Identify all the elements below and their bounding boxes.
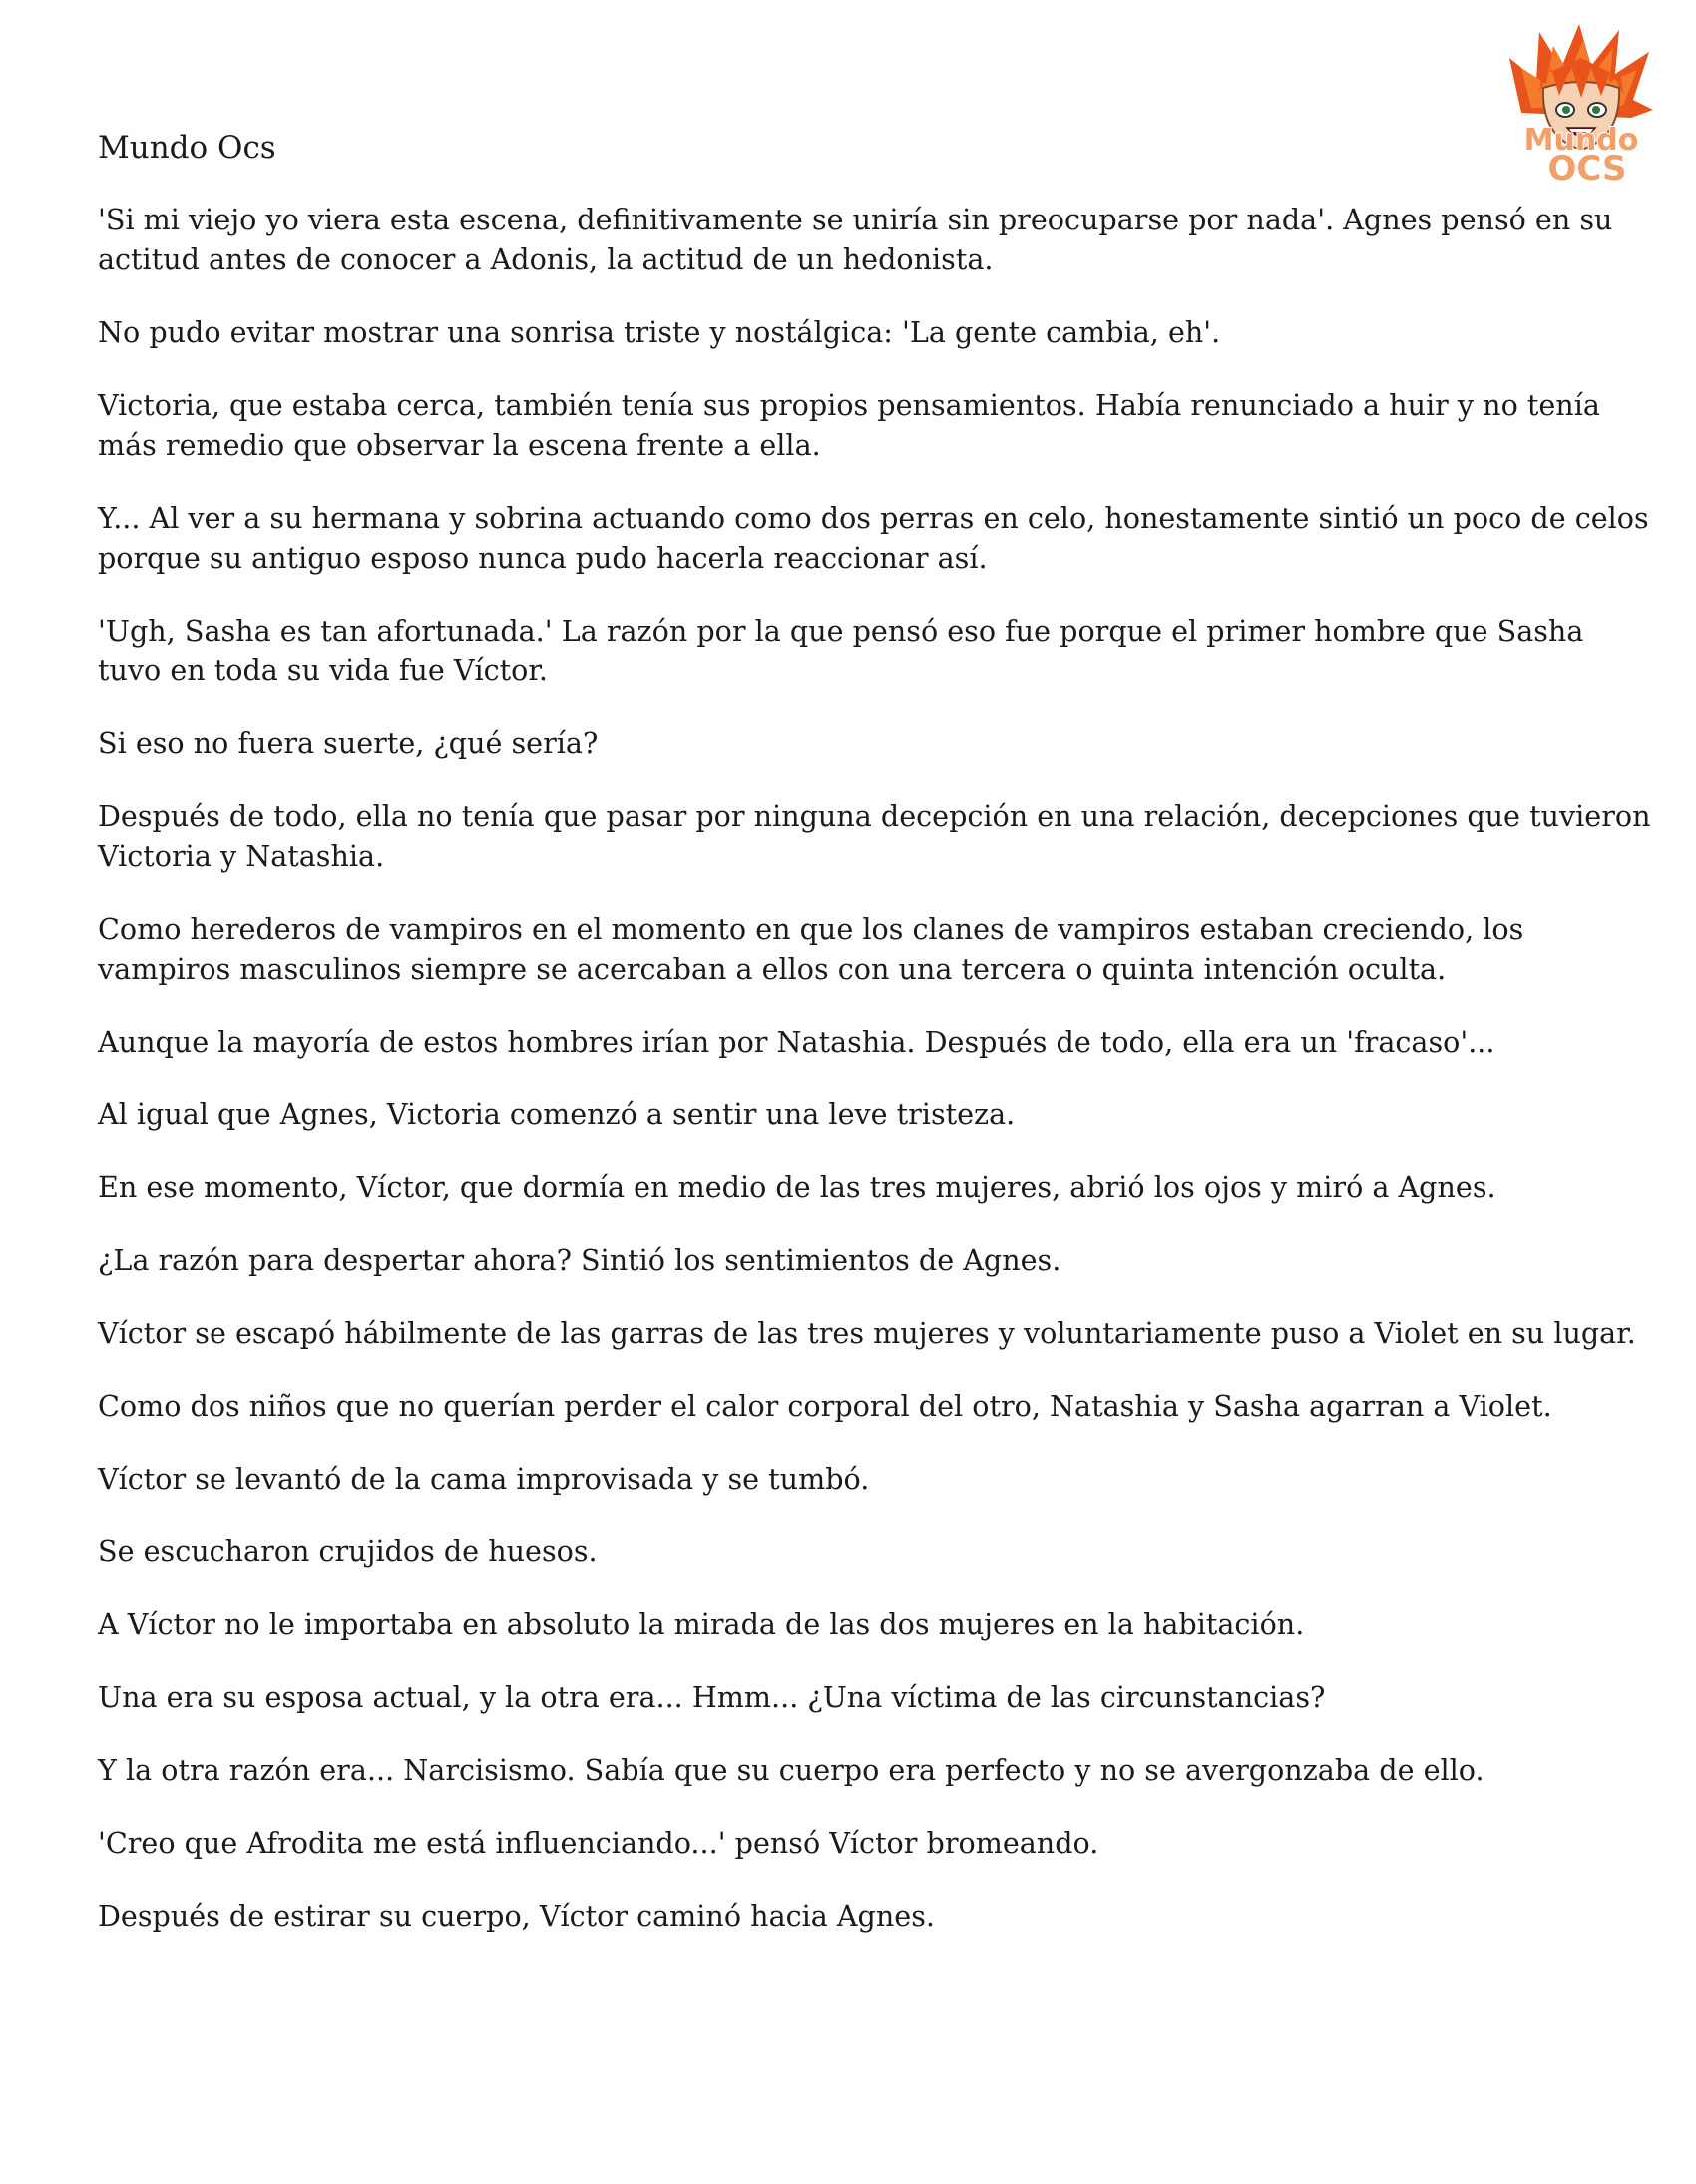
paragraph: Aunque la mayoría de estos hombres irían por Natashia. Después de todo, ella era un 'fracaso'... bbox=[98, 1025, 1495, 1059]
paragraph: Una era su esposa actual, y la otra era... Hmm... ¿Una víctima de las circunstancias? bbox=[98, 1680, 1326, 1714]
paragraph: 'Creo que Afrodita me está influenciando...' pensó Víctor bromeando. bbox=[98, 1826, 1099, 1860]
anime-girl-mascot-icon bbox=[1491, 18, 1671, 188]
paragraph: Como dos niños que no querían perder el calor corporal del otro, Natashia y Sasha agarran a Violet. bbox=[98, 1389, 1552, 1423]
paragraph: Y la otra razón era... Narcisismo. Sabía que su cuerpo era perfecto y no se avergonzaba de ello. bbox=[98, 1753, 1484, 1787]
paragraph: Si eso no fuera suerte, ¿qué sería? bbox=[98, 726, 599, 760]
paragraph: Al igual que Agnes, Victoria comenzó a sentir una leve tristeza. bbox=[98, 1097, 1016, 1131]
mundo-ocs-logo bbox=[1491, 18, 1671, 188]
paragraph: En ese momento, Víctor, que dormía en medio de las tres mujeres, abrió los ojos y miró a Agnes. bbox=[98, 1170, 1496, 1204]
paragraph: 'Ugh, Sasha es tan afortunada.' La razón por la que pensó eso fue porque el primer hombre que Sasha tuvo en toda su vida fue Víctor. bbox=[98, 614, 1584, 687]
paragraph: A Víctor no le importaba en absoluto la mirada de las dos mujeres en la habitación. bbox=[98, 1607, 1305, 1641]
paragraph: Victoria, que estaba cerca, también tenía sus propios pensamientos. Había renunciado a huir y no tenía más remedio que observar la escena frente a ella. bbox=[98, 388, 1600, 462]
paragraph: Víctor se escapó hábilmente de las garras de las tres mujeres y voluntariamente puso a Violet en su lugar. bbox=[98, 1316, 1636, 1350]
paragraph: Víctor se levantó de la cama improvisada y se tumbó. bbox=[98, 1462, 870, 1496]
paragraph: Como herederos de vampiros en el momento en que los clanes de vampiros estaban creciendo, los vampiros masculinos siempre se acercaban a ellos con una tercera o quinta intención oculta. bbox=[98, 912, 1524, 986]
paragraph: 'Si mi viejo yo viera esta escena, definitivamente se uniría sin preocuparse por nada'. Agnes pensó en su actitud antes de conocer a Adonis, la actitud de un hedonista. bbox=[98, 203, 1613, 276]
story-text bbox=[98, 200, 1654, 1968]
paragraph: Y... Al ver a su hermana y sobrina actuando como dos perras en celo, honestamente sintió un poco de celos porque su antiguo esposo nunca pudo hacerla reaccionar así. bbox=[98, 501, 1649, 575]
logo-text-line2: OCS bbox=[1547, 149, 1627, 188]
paragraph: Se escucharon crujidos de huesos. bbox=[98, 1534, 598, 1568]
logo-text-line1: Mundo bbox=[1523, 123, 1639, 158]
site-name-heading: Mundo Ocs bbox=[98, 130, 276, 166]
paragraph: ¿La razón para despertar ahora? Sintió los sentimientos de Agnes. bbox=[98, 1243, 1061, 1277]
paragraph: No pudo evitar mostrar una sonrisa triste y nostálgica: 'La gente cambia, eh'. bbox=[98, 315, 1221, 349]
paragraph: Después de estirar su cuerpo, Víctor caminó hacia Agnes. bbox=[98, 1899, 935, 1933]
paragraph: Después de todo, ella no tenía que pasar por ninguna decepción en una relación, decepciones que tuvieron Victoria y Natashia. bbox=[98, 799, 1651, 873]
